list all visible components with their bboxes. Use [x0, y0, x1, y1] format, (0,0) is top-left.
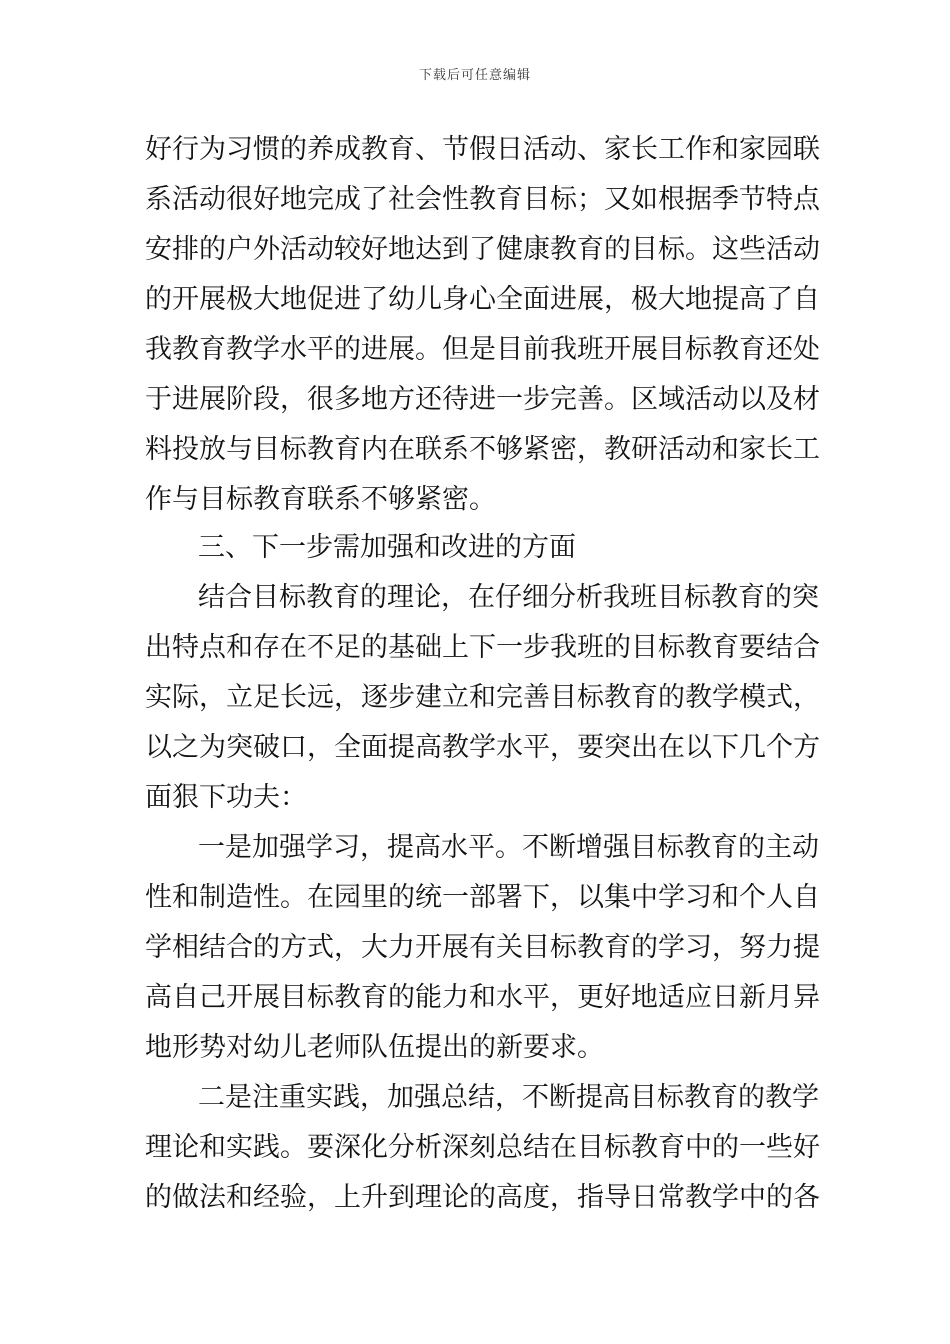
text-line: 好行为习惯的养成教育、节假日活动、家长工作和家园联: [145, 134, 820, 165]
text-line: 作与目标教育联系不够紧密。: [145, 484, 496, 515]
text-line: 的做法和经验，上升到理论的高度，指导日常教学中的各: [145, 1182, 820, 1213]
page-header: 下载后可任意编辑: [418, 68, 531, 83]
text-line: 系活动很好地完成了社会性教育目标；又如根据季节特点: [145, 184, 820, 215]
text-line: 理论和实践。要深化分析深刻总结在目标教育中的一些好: [145, 1132, 820, 1163]
text-line: 学相结合的方式，大力开展有关目标教育的学习，努力提: [145, 932, 820, 963]
text-line: 以之为突破口，全面提高教学水平，要突出在以下几个方: [145, 732, 820, 763]
text-line: 我教育教学水平的进展。但是目前我班开展目标教育还处: [145, 334, 820, 365]
text-line: 实际，立足长远，逐步建立和完善目标教育的教学模式，: [145, 682, 820, 713]
text-line: 性和制造性。在园里的统一部署下，以集中学习和个人自: [145, 882, 820, 913]
text-line: 安排的户外活动较好地达到了健康教育的目标。这些活动: [145, 234, 820, 265]
text-line: 料投放与目标教育内在联系不够紧密，教研活动和家长工: [145, 434, 820, 465]
paragraph-first-line: 二是注重实践，加强总结，不断提高目标教育的教学: [198, 1082, 819, 1113]
text-line: 高自己开展目标教育的能力和水平，更好地适应日新月异: [145, 982, 820, 1013]
text-line: 的开展极大地促进了幼儿身心全面进展，极大地提高了自: [145, 284, 820, 315]
text-line: 于进展阶段，很多地方还待进一步完善。区域活动以及材: [145, 384, 820, 415]
section-heading: 三、下一步需加强和改进的方面: [198, 532, 576, 563]
text-line: 地形势对幼儿老师队伍提出的新要求。: [145, 1032, 604, 1063]
text-line: 出特点和存在不足的基础上下一步我班的目标教育要结合: [145, 632, 820, 663]
paragraph-first-line: 一是加强学习，提高水平。不断增强目标教育的主动: [198, 832, 819, 863]
paragraph-first-line: 结合目标教育的理论，在仔细分析我班目标教育的突: [198, 582, 819, 613]
text-line: 面狠下功夫：: [145, 782, 307, 813]
